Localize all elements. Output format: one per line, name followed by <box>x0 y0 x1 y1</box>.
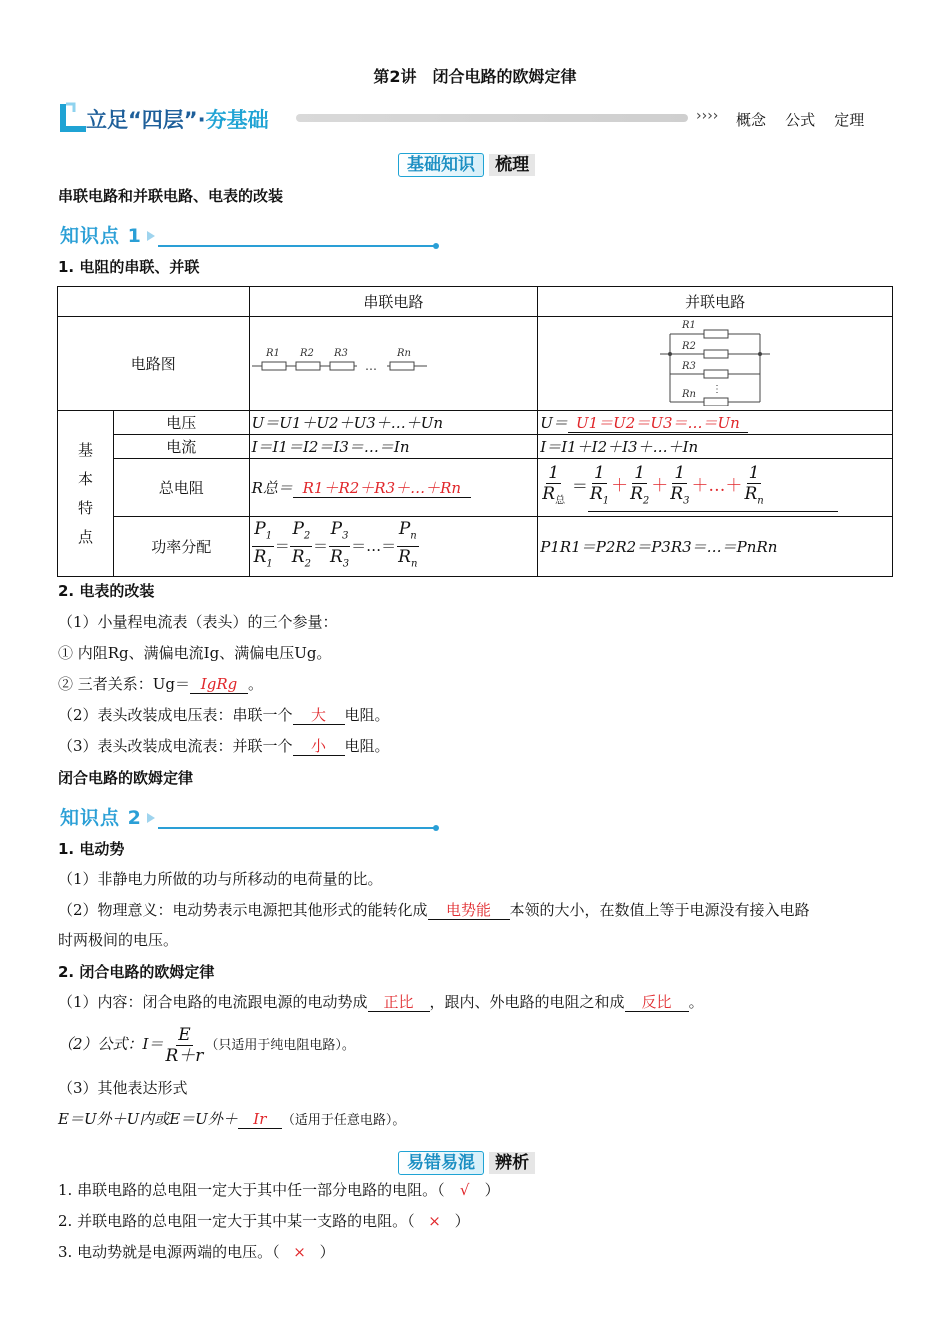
series-label-r1: R1 <box>265 347 280 359</box>
judgement-2-mark: × <box>428 1212 441 1230</box>
parallel-resistor-3 <box>704 370 728 378</box>
group-label-char-2: 本 <box>77 469 93 488</box>
ohm-l1-suffix: 。 <box>688 993 704 1011</box>
emf-l2-prefix: （2）物理意义：电动势表示电源把其他形式的能转化成 <box>58 901 428 919</box>
group-label-char-3: 特 <box>77 498 93 517</box>
group-label-char-4: 点 <box>77 527 93 546</box>
banner-title <box>86 104 269 134</box>
series-resistor-1 <box>262 362 286 370</box>
banner-arrows: ›››› <box>696 108 719 124</box>
ohm-l1-prefix: （1）内容：闭合电路的电流跟电源的电动势成 <box>58 993 368 1011</box>
frac-p2: $\frac{P_2}{R_2}$ <box>291 518 311 570</box>
banner-part3: 夯基础 <box>205 108 269 132</box>
banner-dot: · <box>197 108 206 132</box>
emf-line-2 <box>58 900 810 920</box>
sub-title-emf: 1. 电动势 <box>58 840 125 858</box>
meter-l3-suffix: 。 <box>248 675 264 693</box>
parallel-voltage-answer: U1＝U2＝U3＝…＝Un <box>568 416 748 433</box>
series-label-rn: Rn <box>396 347 411 359</box>
parallel-resistance-formula: $\frac{1}{R_总}$ ＝ $\frac{1}{R_1}$ ＋ $\frac{1}{R_2}$ ＋ $\frac{1}{R_3}$ ＋…＋ $\frac{1}{R_n}$ <box>538 459 893 517</box>
row-current-label: 电流 <box>113 435 249 459</box>
ohm-l4-answer: Ir <box>238 1112 282 1129</box>
ohm-l4-suffix: （适用于任意电路）。 <box>281 1113 406 1128</box>
parallel-resistor-2 <box>704 350 728 358</box>
series-resistance-answer: R1＋R2＋R3＋…＋Rn <box>293 481 471 498</box>
ohm-l1-mid: ，跟内、外电路的电阻之和成 <box>429 993 625 1011</box>
tag-concept: 概念 <box>736 111 767 129</box>
parallel-circuit-diagram <box>660 318 770 406</box>
group-label-char-1: 基 <box>77 440 93 459</box>
frac-pn: $\frac{P_n}{R_n}$ <box>398 518 418 570</box>
parallel-power: P1R1＝P2R2＝P3R3＝…＝PnRn <box>538 517 893 577</box>
kp2-arrow-icon <box>146 809 156 828</box>
frac-p1: $\frac{P_1}{R_1}$ <box>253 518 273 570</box>
judgement-1-close: ） <box>484 1181 500 1199</box>
ohm-line-3: （3）其他表达形式 <box>58 1079 188 1097</box>
frac-rn: $\frac{1}{R_n}$ <box>744 462 764 507</box>
series-diagram-cell <box>249 317 538 411</box>
judgement-3-text: 3. 电动势就是电源两端的电压。（ <box>58 1243 280 1261</box>
meter-l5-answer: 小 <box>293 739 345 756</box>
sub-title-closed-circuit: 2. 闭合电路的欧姆定律 <box>58 963 215 981</box>
ohm-frac-num: E <box>178 1024 191 1045</box>
judgement-2-close: ） <box>454 1212 470 1230</box>
section-error-label: 辨析 <box>489 1152 535 1174</box>
series-resistor-n <box>390 362 414 370</box>
banner-bracket-icon <box>58 102 88 134</box>
sub-title-resistors: 1. 电阻的串联、并联 <box>58 258 200 276</box>
meter-line-5 <box>58 736 390 756</box>
kp1-arrow-icon <box>146 227 156 246</box>
kp1-dot <box>433 243 439 249</box>
emf-line-1: （1）非静电力所做的功与所移动的电荷量的比。 <box>58 870 383 888</box>
tag-theorem: 定理 <box>834 111 865 129</box>
series-power-formula: $\frac{P_1}{R_1}$ ＝ $\frac{P_2}{R_2}$ ＝ $\frac{P_3}{R_3}$ ＝…＝ $\frac{P_n}{R_n}$ <box>249 517 538 577</box>
resistor-table <box>57 286 893 577</box>
kp1-line <box>158 245 436 247</box>
parallel-label-r3: R3 <box>682 360 697 372</box>
row-power-label: 功率分配 <box>113 517 249 577</box>
section-basic-label: 梳理 <box>489 154 535 176</box>
series-resistance-prefix: R总＝ <box>251 479 293 497</box>
parallel-label-r2: R2 <box>682 340 697 352</box>
meter-line-2: ① 内阻Rg、满偏电流Ig、满偏电压Ug。 <box>58 644 332 662</box>
emf-l2-answer: 电势能 <box>428 903 510 920</box>
ohm-l1-answer-1: 正比 <box>368 995 430 1012</box>
parallel-label-rn: Rn <box>682 388 697 400</box>
frac-total: $\frac{1}{R_总}$ <box>542 463 566 507</box>
ohm-line-1 <box>58 992 704 1012</box>
emf-line-3: 时两极间的电压。 <box>58 931 179 949</box>
kp2-label: 知识点 2 <box>60 807 142 829</box>
frac-r3: $\frac{1}{R_3}$ <box>670 462 690 507</box>
section-error <box>398 1148 535 1173</box>
series-resistor-3 <box>330 362 354 370</box>
ohm-line-2 <box>58 1020 355 1070</box>
ohm-formula-fraction <box>163 1025 205 1066</box>
meter-l3-answer: IgRg <box>190 677 248 694</box>
frac-p3: $\frac{P_3}{R_3}$ <box>329 518 350 570</box>
section-basic <box>398 150 535 175</box>
meter-l5-suffix: 电阻。 <box>344 737 390 755</box>
ohm-l4-prefix: E＝U外＋U内或E＝U外＋ <box>58 1110 238 1128</box>
emf-l2-suffix: 本领的大小，在数值上等于电源没有接入电路 <box>509 901 810 919</box>
judgement-1-mark: √ <box>459 1181 470 1199</box>
parallel-resistor-n <box>704 398 728 406</box>
meter-l4-prefix: （2）表头改装成电压表：串联一个 <box>58 706 293 724</box>
parallel-voltage-prefix: U＝ <box>540 414 568 432</box>
meter-l4-suffix: 电阻。 <box>344 706 390 724</box>
meter-line-1: （1）小量程电流表（表头）的三个参量： <box>58 613 338 631</box>
table-corner <box>58 287 250 317</box>
series-resistance-cell <box>249 459 538 517</box>
section-error-box: 易错易混 <box>398 1151 484 1175</box>
parallel-label-r1: R1 <box>682 319 697 331</box>
judgement-3 <box>58 1242 335 1262</box>
row-voltage-label: 电压 <box>113 411 249 435</box>
ohm-l2-prefix: （2）公式：I＝ <box>58 1035 164 1053</box>
row-resistance-label: 总电阻 <box>113 459 249 517</box>
heading-ohm: 闭合电路的欧姆定律 <box>58 769 194 787</box>
ohm-line-4 <box>58 1109 405 1131</box>
meter-l3-prefix: ② 三者关系：Ug＝ <box>58 675 191 693</box>
series-label-r2: R2 <box>299 347 314 359</box>
group-label <box>58 411 114 577</box>
parallel-vdots: ⋮ <box>712 383 723 395</box>
col-parallel: 并联电路 <box>538 287 893 317</box>
page-title: 第2讲 闭合电路的欧姆定律 <box>373 67 577 86</box>
series-ellipsis: … <box>364 358 377 373</box>
judgement-1 <box>58 1180 500 1200</box>
parallel-resistor-1 <box>704 330 728 338</box>
sub-title-meter: 2. 电表的改装 <box>58 582 155 600</box>
ohm-l2-suffix: （只适用于纯电阻电路）。 <box>205 1038 355 1053</box>
banner-bar <box>296 114 688 122</box>
kp2-dot <box>433 825 439 831</box>
judgement-3-close: ） <box>319 1243 335 1261</box>
heading-series-parallel: 串联电路和并联电路、电表的改装 <box>58 187 284 205</box>
meter-line-4 <box>58 705 390 725</box>
tag-formula: 公式 <box>785 111 816 129</box>
ohm-l1-answer-2: 反比 <box>625 995 689 1012</box>
kp1-label: 知识点 1 <box>60 225 142 247</box>
frac-r1: $\frac{1}{R_1}$ <box>589 462 610 507</box>
series-circuit-diagram <box>252 342 432 382</box>
series-resistor-2 <box>296 362 320 370</box>
series-voltage: U＝U1＋U2＋U3＋…＋Un <box>249 411 538 435</box>
banner-tags <box>736 109 864 130</box>
judgement-1-text: 1. 串联电路的总电阻一定大于其中任一部分电路的电阻。（ <box>58 1181 445 1199</box>
row-diagram-label: 电路图 <box>58 317 250 411</box>
parallel-voltage-cell <box>538 411 893 435</box>
series-current: I＝I1＝I2＝I3＝…＝In <box>249 435 538 459</box>
meter-l5-prefix: （3）表头改装成电流表：并联一个 <box>58 737 293 755</box>
ohm-frac-den: R＋r <box>165 1045 204 1066</box>
parallel-current: I＝I1＋I2＋I3＋…＋In <box>538 435 893 459</box>
col-series: 串联电路 <box>249 287 538 317</box>
meter-line-3 <box>58 674 263 694</box>
parallel-diagram-cell <box>538 317 893 411</box>
meter-l4-answer: 大 <box>293 708 345 725</box>
series-label-r3: R3 <box>333 347 348 359</box>
section-basic-box: 基础知识 <box>398 153 484 177</box>
banner-part1: 立足 <box>86 108 128 132</box>
judgement-2 <box>58 1211 470 1231</box>
judgement-2-text: 2. 并联电路的总电阻一定大于其中某一支路的电阻。（ <box>58 1212 415 1230</box>
banner-part2: “四层” <box>128 108 198 132</box>
frac-r2: $\frac{1}{R_2}$ <box>630 462 650 507</box>
judgement-3-mark: × <box>293 1243 306 1261</box>
kp2-line <box>158 827 436 829</box>
